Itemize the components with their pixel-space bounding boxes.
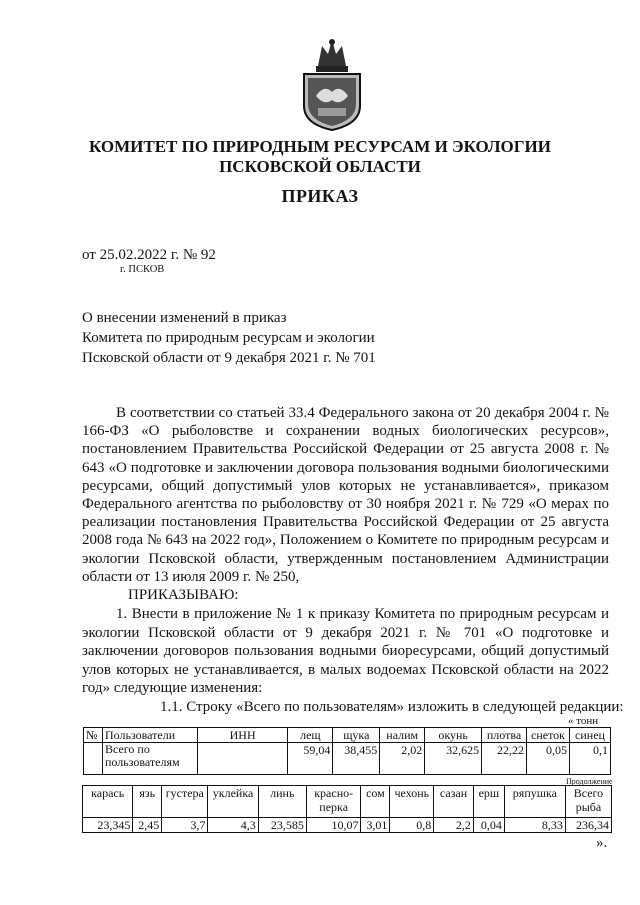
order-word: ПРИКАЗЫВАЮ: bbox=[128, 587, 239, 603]
order-city: г. ПСКОВ bbox=[120, 264, 165, 275]
col-bleak: уклейка bbox=[208, 786, 258, 818]
cell-sabrefish: 0,8 bbox=[390, 818, 434, 833]
table-row bbox=[84, 743, 611, 775]
subject-line: Комитета по природным ресурсам и экологии bbox=[82, 330, 375, 346]
cell-rudd: 10,07 bbox=[306, 818, 361, 833]
cell-silver-bream: 3,7 bbox=[162, 818, 208, 833]
order-date-number: от 25.02.2022 г. № 92 bbox=[82, 247, 216, 263]
col-number: № bbox=[84, 728, 103, 743]
col-total-fish: Всего рыба bbox=[565, 786, 611, 818]
closing-quote: ». bbox=[596, 835, 608, 851]
users-table bbox=[83, 727, 611, 775]
col-vendace: ряпушка bbox=[504, 786, 565, 818]
item-1 bbox=[82, 605, 609, 698]
col-pike: щука bbox=[333, 728, 380, 743]
col-rudd: красно-перка bbox=[306, 786, 361, 818]
cell-carp: 2,2 bbox=[434, 818, 474, 833]
committee-name-line2: ПСКОВСКОЙ ОБЛАСТИ bbox=[219, 157, 421, 176]
continuation-label: Продолжение bbox=[566, 777, 613, 786]
cell-ide: 2,45 bbox=[133, 818, 162, 833]
cell-crucian: 23,345 bbox=[83, 818, 133, 833]
cell-roach: 22,22 bbox=[482, 743, 527, 775]
col-catfish: сом bbox=[361, 786, 390, 818]
col-ruffe: ерш bbox=[473, 786, 504, 818]
col-bream: лещ bbox=[288, 728, 333, 743]
cell-smelt: 0,05 bbox=[527, 743, 570, 775]
subject-line: Псковской области от 9 декабря 2021 г. № 701 bbox=[82, 350, 376, 366]
col-smelt: снеток bbox=[527, 728, 570, 743]
cell-bream: 59,04 bbox=[288, 743, 333, 775]
cell-catfish: 3,01 bbox=[361, 818, 390, 833]
item-1-text: 1. Внести в приложение № 1 к приказу Комитета по природным ресурсам и экологии Псковской области от 9 декабря 2021 г. № 701 «О подготовке и заключении договоров пользования водными биоресурсами, общий допустимый улов которых не устанавливается, в малых водоемах Псковской области на 2022 год» следующие изменения: bbox=[82, 606, 609, 697]
preamble bbox=[82, 404, 609, 586]
table-row bbox=[83, 818, 612, 833]
cell-bleak: 4,3 bbox=[208, 818, 258, 833]
cell-number bbox=[84, 743, 103, 775]
cell-perch: 32,625 bbox=[425, 743, 482, 775]
coat-of-arms-emblem bbox=[296, 36, 368, 132]
cell-inn bbox=[197, 743, 288, 775]
cell-total-fish: 236,34 bbox=[565, 818, 611, 833]
col-perch: окунь bbox=[425, 728, 482, 743]
col-crucian: карась bbox=[83, 786, 133, 818]
cell-burbot: 2,02 bbox=[380, 743, 425, 775]
cell-ruffe: 0,04 bbox=[473, 818, 504, 833]
subject-line: О внесении изменений в приказ bbox=[82, 310, 287, 326]
table-header-row bbox=[84, 728, 611, 743]
cell-blue-bream: 0,1 bbox=[569, 743, 610, 775]
item-1-1: 1.1. Строку «Всего по пользователям» изложить в следующей редакции: bbox=[160, 699, 624, 715]
col-roach: плотва bbox=[482, 728, 527, 743]
cell-vendace: 8,33 bbox=[504, 818, 565, 833]
col-users: Пользователи bbox=[102, 728, 197, 743]
cell-users: Всего по пользователям bbox=[102, 743, 197, 775]
col-blue-bream: синец bbox=[569, 728, 610, 743]
col-sabrefish: чехонь bbox=[390, 786, 434, 818]
col-burbot: налим bbox=[380, 728, 425, 743]
col-silver-bream: густера bbox=[162, 786, 208, 818]
preamble-text: В соответствии со статьей 33.4 Федерального закона от 20 декабря 2004 г. № 166-ФЗ «О рыболовстве и сохранении водных биологических ресурсов», постановлением Правительства Российской Федерации от 25 августа 2008 г. № 643 «О подготовке и заключении договора пользования водными биологическими ресурсами, общий допустимый улов которых не устанавливается», приказом Федерального агентства по рыболовству от 30 ноября 2021 г. № 729 «О мерах по реализации постановления Правительства Российской Федерации от 25 августа 2008 года № 643 на 2022 год», Положением о Комитете по природным ресурсам и экологии Псковской области, утвержденным постановлением Администрации области от 13 июля 2009 г. № 250, bbox=[82, 405, 609, 585]
table-header-row bbox=[83, 786, 612, 818]
col-ide: язь bbox=[133, 786, 162, 818]
cell-tench: 23,585 bbox=[258, 818, 306, 833]
units-label: « тонн bbox=[568, 715, 599, 727]
cell-pike: 38,455 bbox=[333, 743, 380, 775]
document-type: ПРИКАЗ bbox=[281, 186, 359, 206]
committee-name-line1: КОМИТЕТ ПО ПРИРОДНЫМ РЕСУРСАМ И ЭКОЛОГИИ bbox=[88, 137, 552, 156]
col-inn: ИНН bbox=[197, 728, 288, 743]
col-carp: сазан bbox=[434, 786, 474, 818]
col-tench: линь bbox=[258, 786, 306, 818]
species-table bbox=[82, 785, 612, 833]
